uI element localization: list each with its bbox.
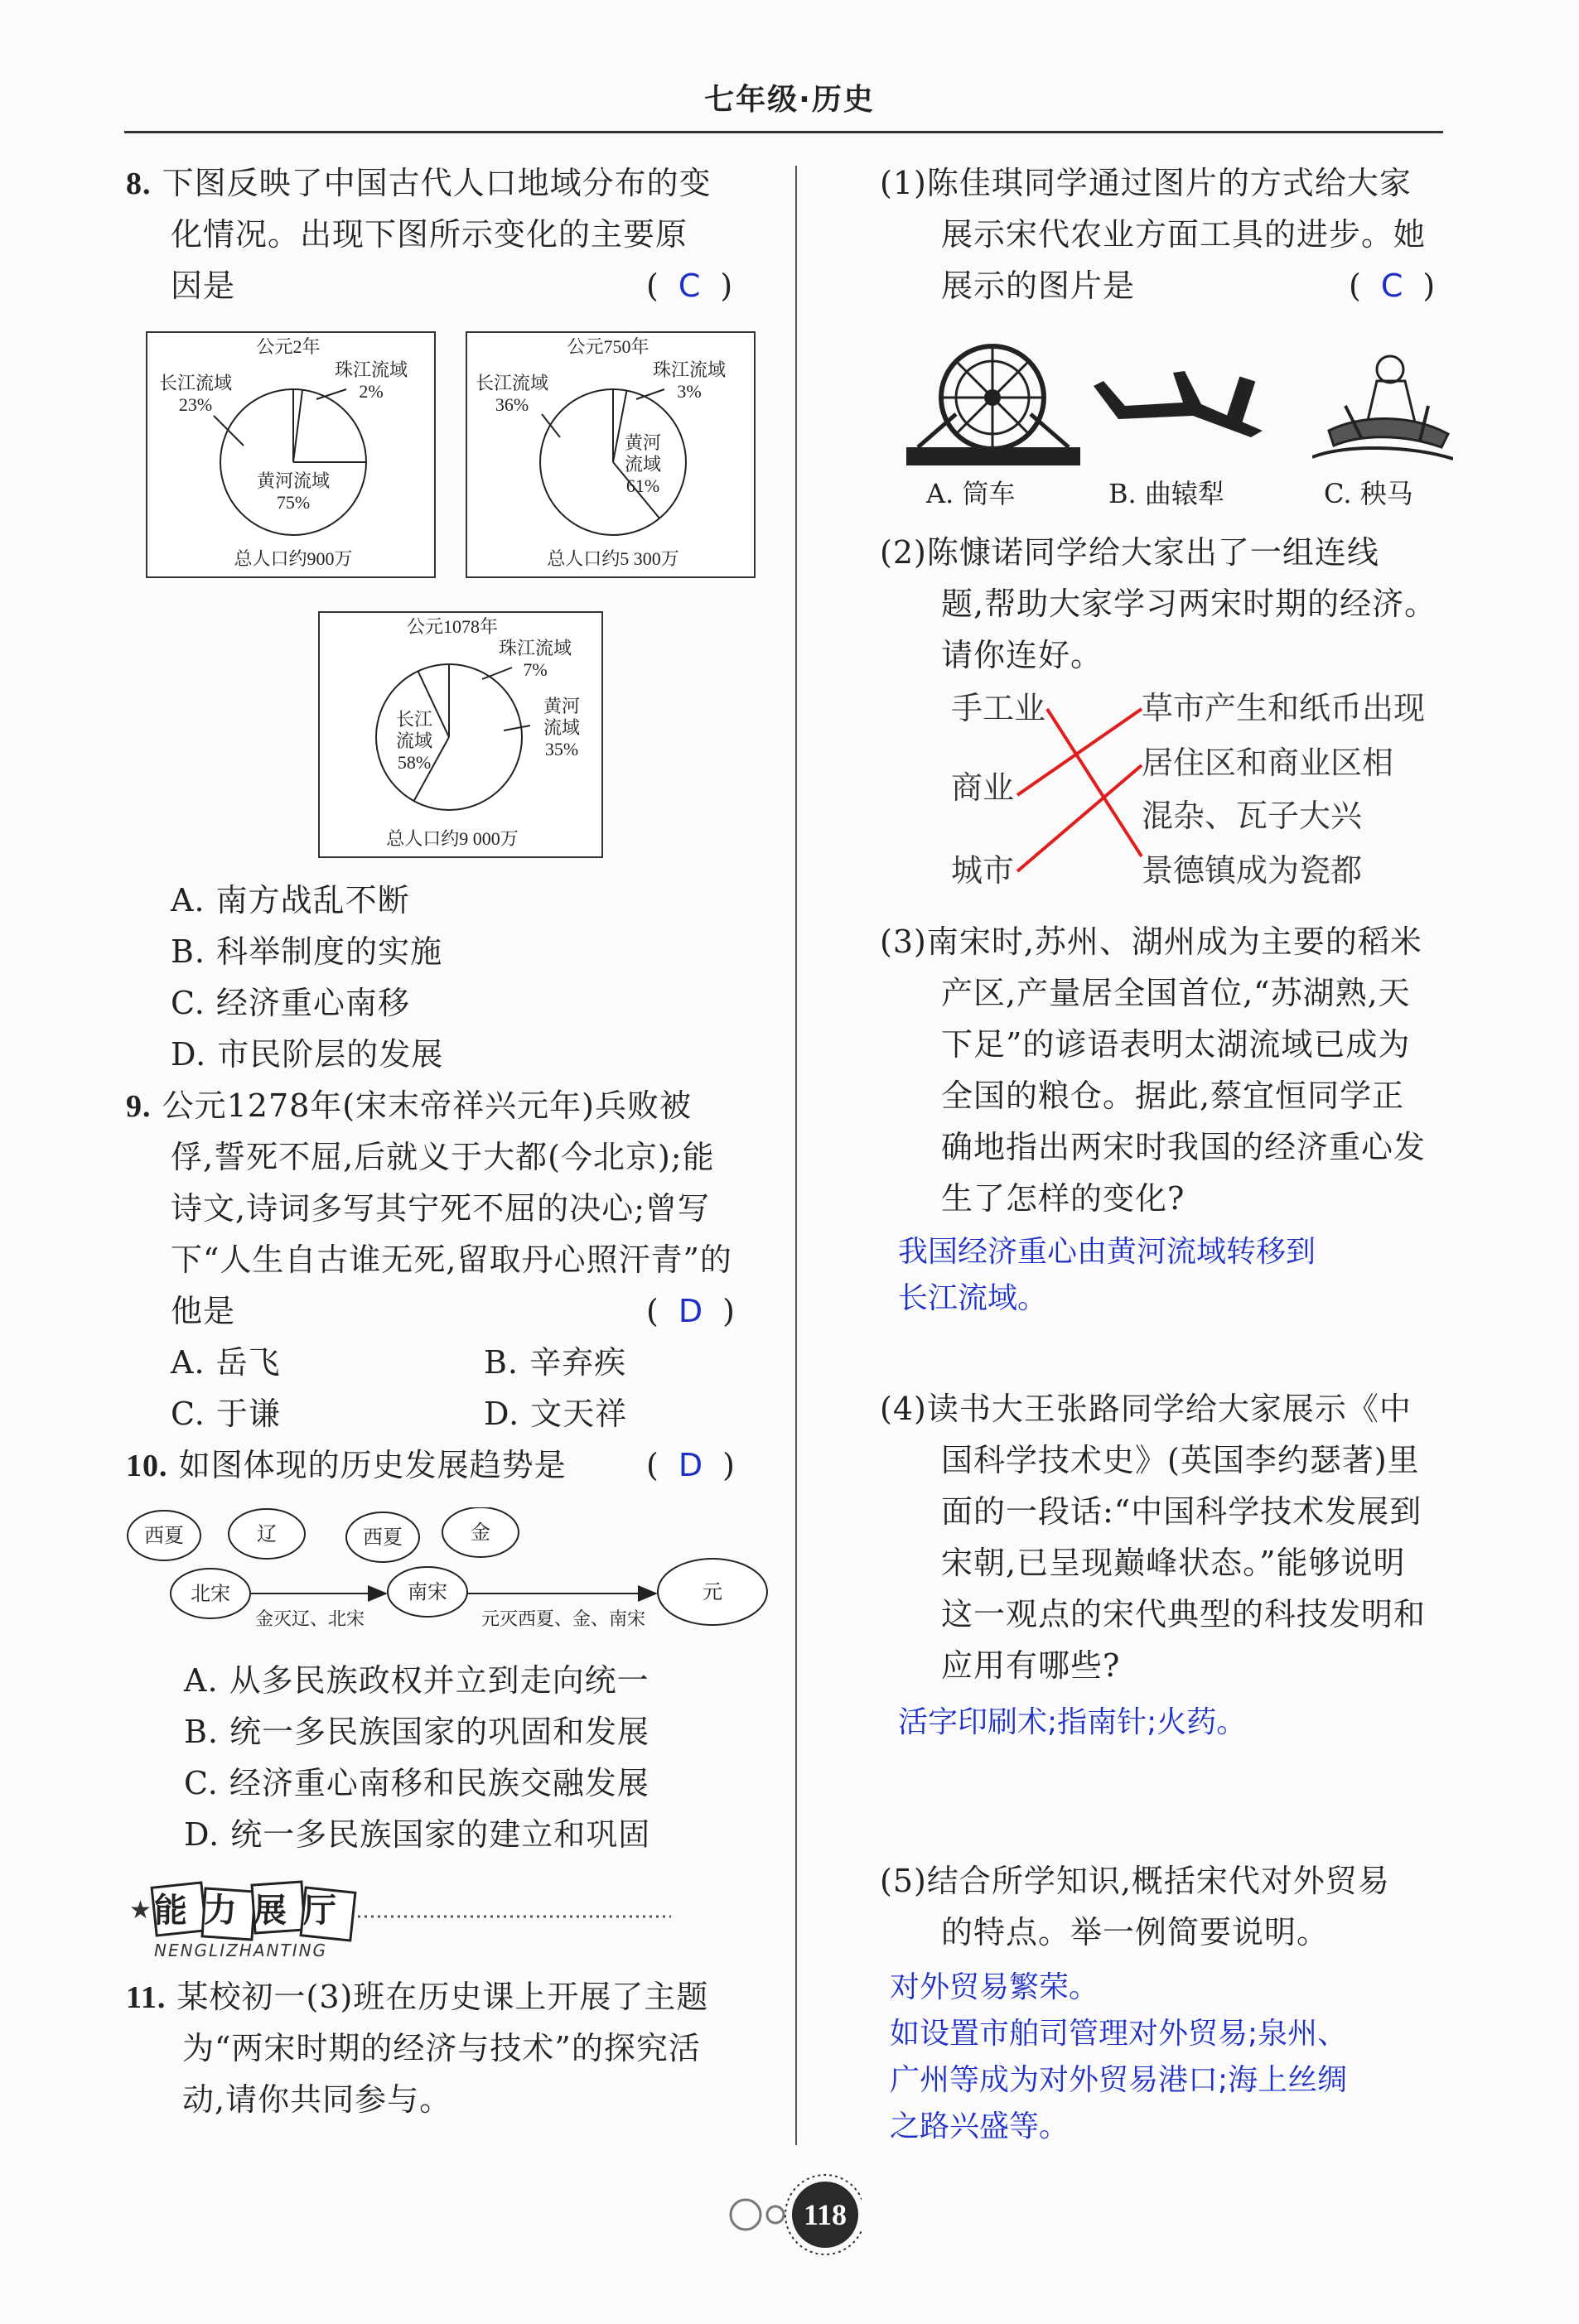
waterwheel-image [906, 340, 1080, 465]
pie-chart-ad1078 [318, 611, 603, 858]
section-banner [124, 1873, 770, 1965]
q8-option-c: C. 经济重心南移 [171, 985, 410, 1021]
dynasty-flow-diagram [124, 1507, 770, 1648]
p3-answer-line-2: 长江流域。 [898, 1281, 1048, 1315]
node-beisong: 北宋 [191, 1582, 230, 1605]
p5-line-2: 的特点。举一例简要说明。 [941, 1914, 1330, 1950]
page-number-badge [729, 2170, 862, 2261]
q11-line-1: 11. 某校初一(3)班在历史课上开展了主题 [126, 1979, 709, 2015]
p5-answer-line-2: 如设置市舶司管理对外贸易;泉州、 [890, 2017, 1348, 2051]
match-right-1: 草市产生和纸币出现 [1142, 690, 1426, 726]
node-liao: 辽 [257, 1522, 277, 1545]
match-left-city: 城市 [951, 852, 1015, 889]
chart-title: 公元2年 [256, 336, 321, 357]
q10-option-c: C. 经济重心南移和民族交融发展 [184, 1765, 649, 1801]
pie-value: 23% [178, 394, 213, 415]
q9-line-4: 下“人生自古谁无死,留取丹心照汗青”的 [171, 1242, 732, 1278]
p4-line-4: 宋朝,已呈现巅峰状态。”能够说明 [941, 1545, 1406, 1581]
q8-option-b: B. 科举制度的实施 [171, 933, 443, 970]
pie-label: 黄河流域 [256, 470, 331, 491]
q10-option-a: A. 从多民族政权并立到走向统一 [184, 1662, 649, 1699]
p3-line-6: 生了怎样的变化? [941, 1180, 1185, 1217]
q8-line-2: 化情况。出现下图所示变化的主要原 [171, 216, 688, 253]
q8-line-3: 因是 [171, 268, 236, 304]
section-pinyin: NENGLIZHANTING [154, 1941, 328, 1960]
pie-label: 黄河 [543, 696, 581, 716]
section-title: 能力展厅 [154, 1892, 353, 1930]
pie-label: 长江 [395, 709, 433, 730]
pie-value: 7% [523, 659, 548, 680]
p5-answer-line-4: 之路兴盛等。 [890, 2109, 1070, 2143]
p2-line-2: 题,帮助大家学习两宋时期的经济。 [941, 586, 1437, 622]
node-xixia-2: 西夏 [363, 1526, 403, 1549]
q11-line-3: 动,请你共同参与。 [182, 2081, 452, 2118]
q9-option-b: B. 辛弃疾 [484, 1344, 627, 1381]
p3-line-5: 确地指出两宋时我国的经济重心发 [941, 1129, 1427, 1165]
p4-line-3: 面的一段话:“中国科学技术发展到 [941, 1493, 1422, 1530]
q9-option-a: A. 岳飞 [171, 1344, 281, 1381]
p4-answer: 活字印刷术;指南针;火药。 [898, 1705, 1247, 1739]
chart-total: 总人口约900万 [234, 548, 353, 569]
match-right-3: 混杂、瓦子大兴 [1142, 798, 1363, 834]
match-right-2: 居住区和商业区相 [1142, 745, 1394, 781]
p3-line-4: 全国的粮仓。据此,蔡宜恒同学正 [941, 1078, 1405, 1114]
page-header-title: 七年级·历史 [704, 83, 875, 117]
node-nansong: 南宋 [408, 1580, 447, 1603]
p1-line-3: 展示的图片是 [941, 268, 1136, 304]
chart-title: 公元750年 [567, 336, 649, 357]
q10-stem: 10. 如图体现的历史发展趋势是 [126, 1447, 567, 1483]
q9-line-5: 他是 [171, 1293, 236, 1329]
tool-caption-b: B. 曲辕犁 [1108, 478, 1224, 509]
p5-line-1: (5)结合所学知识,概括宋代对外贸易 [880, 1863, 1390, 1899]
q11-line-2: 为“两宋时期的经济与技术”的探究活 [182, 2030, 701, 2066]
header-rule [124, 131, 1443, 133]
pie-value: 2% [359, 381, 384, 402]
star-icon: ★ [129, 1896, 152, 1925]
p5-answer-line-3: 广州等成为对外贸易港口;海上丝绸 [890, 2063, 1348, 2097]
p1-line-1: (1)陈佳琪同学通过图片的方式给大家 [880, 165, 1412, 201]
pie-value: 75% [276, 492, 311, 513]
p2-line-1: (2)陈慷诺同学给大家出了一组连线 [880, 534, 1379, 571]
node-jin: 金 [471, 1521, 490, 1544]
q8-line-1: 8. 下图反映了中国古代人口地域分布的变 [126, 165, 712, 201]
q8-option-a: A. 南方战乱不断 [171, 882, 410, 919]
p4-line-2: 国科学技术史》(英国李约瑟著)里 [941, 1442, 1420, 1478]
pie-label: 流域 [395, 730, 433, 751]
p3-line-3: 下足”的谚语表明太湖流域已成为 [941, 1026, 1411, 1063]
match-lines [953, 679, 1152, 886]
pie-chart-ad750 [466, 331, 756, 578]
q9-option-c: C. 于谦 [171, 1396, 281, 1432]
pie-value: 61% [625, 475, 660, 496]
node-xixia-1: 西夏 [144, 1524, 184, 1547]
pie-slice-divider-长江流域 [293, 390, 302, 462]
p4-line-6: 应用有哪些? [941, 1647, 1121, 1684]
p3-line-2: 产区,产量居全国首位,“苏湖熟,天 [941, 975, 1411, 1011]
arrow-label-1: 金灭辽、北宋 [254, 1609, 365, 1630]
pie-label: 流域 [624, 454, 662, 475]
tool-caption-c: C. 秧马 [1324, 478, 1413, 509]
q8-answer: ( C ) [646, 268, 733, 304]
pie-label: 珠江流域 [498, 638, 572, 658]
pie-value: 3% [677, 381, 702, 402]
q9-line-1: 9. 公元1278年(宋末帝祥兴元年)兵败被 [126, 1087, 692, 1124]
column-divider [795, 166, 797, 2145]
q10-option-d: D. 统一多民族国家的建立和巩固 [184, 1816, 651, 1853]
q10-answer: ( D ) [646, 1447, 735, 1483]
pie-label: 珠江流域 [652, 359, 727, 380]
pie-value: 36% [495, 394, 529, 415]
chart-total: 总人口约5 300万 [547, 548, 679, 569]
p3-line-1: (3)南宋时,苏州、湖州成为主要的稻米 [880, 923, 1422, 960]
q8-option-d: D. 市民阶层的发展 [171, 1036, 444, 1073]
pie-ad750 [540, 389, 686, 535]
chart-total: 总人口约9 000万 [386, 828, 519, 849]
node-yuan: 元 [703, 1580, 722, 1603]
pie-ad2 [220, 389, 366, 535]
pie-label: 流域 [543, 717, 581, 738]
q9-line-3: 诗文,诗词多写其宁死不屈的决心;曾写 [171, 1190, 710, 1227]
match-left-commerce: 商业 [951, 769, 1015, 806]
q10-option-b: B. 统一多民族国家的巩固和发展 [184, 1714, 650, 1750]
yangma-image [1312, 348, 1453, 464]
curved-plow-image [1085, 361, 1284, 452]
p3-answer-line-1: 我国经济重心由黄河流域转移到 [898, 1235, 1316, 1269]
pie-value: 35% [544, 739, 579, 759]
q9-answer: ( D ) [646, 1293, 735, 1329]
p2-line-3: 请你连好。 [941, 637, 1103, 673]
page-number: 118 [803, 2198, 847, 2231]
p4-line-1: (4)读书大王张路同学给大家展示《中 [880, 1391, 1412, 1427]
match-left-handicraft: 手工业 [951, 690, 1046, 726]
q9-option-d: D. 文天祥 [484, 1396, 628, 1432]
p1-line-2: 展示宋代农业方面工具的进步。她 [941, 216, 1427, 253]
pie-label: 长江流域 [158, 373, 233, 393]
match-right-4: 景德镇成为瓷都 [1142, 852, 1363, 889]
chart-title: 公元1078年 [406, 616, 499, 637]
tool-caption-a: A. 筒车 [926, 478, 1016, 509]
arrow-label-2: 元灭西夏、金、南宋 [480, 1609, 646, 1630]
pie-chart-ad2 [146, 331, 436, 578]
pie-value: 58% [397, 752, 432, 773]
pie-label: 长江流域 [475, 373, 549, 393]
p5-answer-line-1: 对外贸易繁荣。 [890, 1970, 1099, 2004]
q9-line-2: 俘,誓死不屈,后就义于大都(今北京);能 [171, 1139, 715, 1175]
pie-label: 珠江流域 [334, 359, 408, 380]
pie-label: 黄河 [624, 432, 662, 453]
p4-line-5: 这一观点的宋代典型的科技发明和 [941, 1596, 1427, 1632]
p1-answer: ( C ) [1349, 268, 1436, 304]
